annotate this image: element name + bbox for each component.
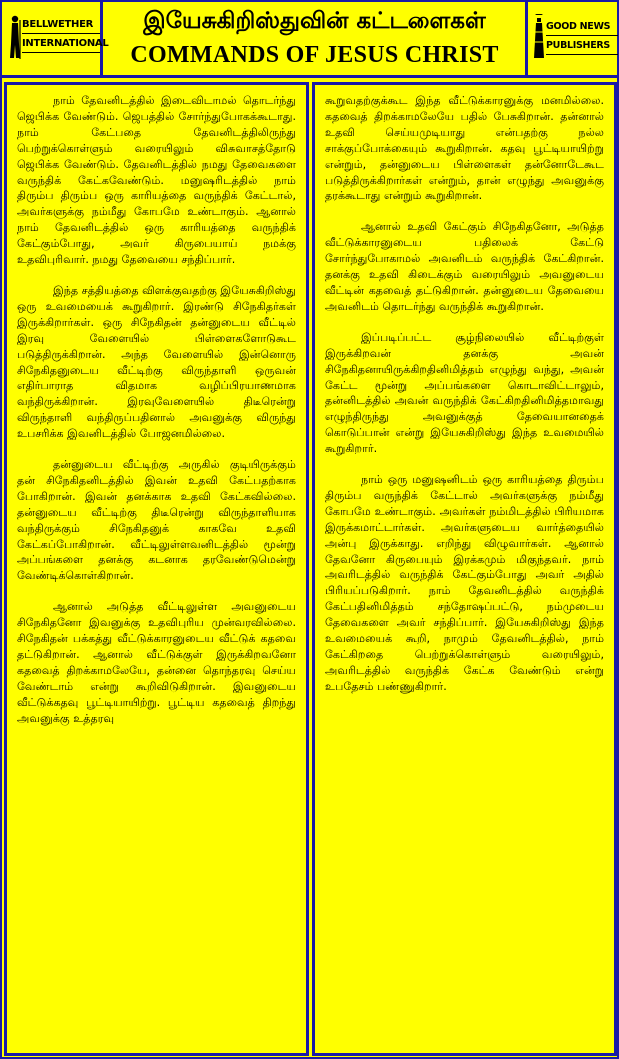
- page-title-english: COMMANDS OF JESUS CHRIST: [130, 42, 499, 68]
- right-text-column: [312, 82, 617, 1056]
- paragraph-left-4: ஆனால் அடுத்த வீட்டிலுள்ள அவனுடைய சிநேகிதனோ இவனுக்கு உதவிபுரிய முன்வரவில்லை. சிநேகிதன் பக்கத்து வீட்டுக்காரனுடைய வீட்டுக் கதவை தட்டுகிறான். ஆனால் வீட்டுக்குள் இருக்கிறவனோ கதவைத் திறக்காமலேயே, தன்னை தொந்தரவு செய்ய வேண்டாம் என்று கூறிவிடுகிறான். இவனுடைய வீட்டுக்கதவு பூட்டியாயிற்று. பூட்டிய கதவைத் திறந்து அவனுக்கு உத்தரவு: [17, 600, 296, 725]
- paragraph-left-2: இந்த சத்தியத்தை விளக்குவதற்கு இயேசுகிறிஸ்து ஒரு உவமையைக் கூறுகிறார். இரண்டு சிநேகிதர்கள் இருக்கிறார்கள். ஒரு சிநேகிதன் தன்னுடைய வீட்டில் இரவு வேளையில் பிள்ளைகளோடுகூட படுத்திருக்கிறான். அந்த வேளையில் இன்னொரு சிநேகிதனுடைய வீட்டிற்கு விருந்தாளி ஒருவன் எதிர்பாராத விதமாக வழிப்பிரயாணமாக வந்திருக்கிறான். இரவுவேளையில் திடீரென்று விருந்தாளி வந்திருப்பதினால் அவனுக்கு விருந்து உபசரிக்க இவனிடத்தில் போஜனமில்லை.: [17, 283, 296, 441]
- left-text-column: [4, 82, 309, 1056]
- paragraph-left-3: தன்னுடைய வீட்டிற்கு அருகில் குடியிருக்கும் தன் சிநேகிதனிடத்தில் இவன் உதவி கேட்பதற்காக போகிறான். இவன் தனக்காக உதவி கேட்கவில்லை. தன்னுடைய வீட்டிற்கு திடீரென்று விருந்தாளியாக வந்திருக்கும் சிநேகிதனுக் காகவே உதவி கேட்கப்போகிறான். வீட்டிலுள்ளவனிடத்தில் மூன்று அப்பங்களை தனக்கு கடனாக தரவேண்டுமென்று வேண்டிக்கொள்கிறான்.: [17, 458, 296, 583]
- title-box: [103, 2, 526, 75]
- paragraph-left-1: நாம் தேவனிடத்தில் இடைவிடாமல் தொடர்ந்து ஜெபிக்க வேண்டும். ஜெபத்தில் சோர்ந்துபோகக்கூடாது. நாம் கேட்பதை தேவனிடத்திலிருந்து பெற்றுக்கொள்ளும் வரையிலும் விசுவாசத்தோடு ஜெபிக்க வேண்டும். தேவனிடத்தில் நமது தேவைகளை வருந்திக் கேட்கவேண்டும். மனுஷரிடத்தில் நாம் திரும்ப திரும்ப ஒரு காரியத்தை வருந்திக் கேட்டால், அவர்களுக்கு நம்மீது கோபமே உண்டாகும். ஆனால் நாம் தேவனிடத்தில் ஒரு காரியத்தை வருந்திக் கேட்கும்போது, அவர் கிருபையாய் நமக்கு உதவிபுரிவார். நமது தேவையை சந்திப்பார்.: [17, 94, 296, 267]
- paragraph-right-2: ஆனால் உதவி கேட்கும் சிநேகிதனோ, அடுத்த வீட்டுக்காரனுடைய பதிலைக் கேட்டு சோர்ந்துபோகாமல் அவனிடம் வருந்திக் கேட்கிறான். தனக்கு உதவி கிடைக்கும் வரையிலும் அவனுடைய வீட்டின் கதவைத் தட்டுகிறான். தன்னுடைய தேவையை அவனிடம் தொடர்ந்து வருந்திக் கூறுகிறான்.: [325, 220, 604, 313]
- bellwether-logo-line-2: INTERNATIONAL: [22, 37, 100, 53]
- lighthouse-icon: [532, 14, 546, 60]
- paragraph-right-4: நாம் ஒரு மனுஷனிடம் ஒரு காரியத்தை திரும்ப திரும்ப வருந்திக் கேட்டால் அவர்களுக்கு நம்மீது கோபமே உண்டாகும். அவர்கள் நம்மிடத்தில் பிரியமாக இருக்கமாட்டார்கள். அவர்களுடைய வார்த்தையில் அன்பு இருக்காது. எறிந்து விழுவார்கள். ஆனால் தேவனோ கிருபையும் இரக்கமும் மிகுந்தவர். நாம் அவரிடத்தில் வருந்திக் கேட்கும்போது அவர் அதில் பிரியப்படுகிறார். நாம் தேவனிடத்தில் வருந்திக் கேட்பதினிமித்தம் சந்தோஷப்பட்டு, நம்முடைய தேவைகளை அவர் சந்திப்பார். இயேசுகிறிஸ்து இந்த உவமையைக் கூறி, நாமும் தேவனிடத்தில், நாம் கேட்கிறதை பெற்றுக்கொள்ளும் வரையிலும், அவரிடத்தில் வருந்திக் கேட்க வேண்டும் என்று உபதேசம் பண்ணுகிறார்.: [325, 473, 604, 693]
- paragraph-right-1: கூறுவதற்குக்கூட இந்த வீட்டுக்காரனுக்கு மனமில்லை. கதவைத் திறக்காமலேயே பதில் பேசுகிறான். தன்னால் உதவி செய்யமுடியாது என்பதற்கு நல்ல சாக்குப்போக்கையும் கூறுகிறான். கதவு பூட்டியாயிற்று என்றும், தன்னுடைய பிள்ளைகள் தன்னோடேகூட படுத்திருக்கிறார்கள் என்றும், தான் எழுந்து அவனுக்கு தரக்கூடாது என்றும் கூறுகிறான்.: [325, 94, 604, 203]
- bellwether-logo-line-1: BELLWETHER: [22, 18, 100, 34]
- shepherd-figure-icon: [8, 14, 22, 60]
- good-news-publishers-logo: [525, 2, 617, 75]
- good-news-logo-line-1: GOOD NEWS: [546, 20, 618, 36]
- good-news-logo-line-2: PUBLISHERS: [546, 39, 618, 55]
- paragraph-right-3: இப்படிப்பட்ட சூழ்நிலையில் வீட்டிற்குள் இருக்கிறவன் தனக்கு அவன் சிநேகிதனாயிருக்கிறதினிமித்தம் எழுந்து வந்து, அவன் கேட்ட மூன்று அப்பங்களை கொடாவிட்டாலும், தன்னிடத்தில் அவன் வருந்திக் கேட்கிறதினிமித்தமாவது எழுந்திருந்து அவனுக்குத் தேவையானதைக் கொடுப்பான் என்று இயேசுகிறிஸ்து இந்த உவமையில் கூறுகிறார்.: [325, 330, 604, 456]
- page-title-tamil: இயேசுகிறிஸ்துவின் கட்டளைகள்: [143, 8, 486, 34]
- bellwether-logo: [2, 2, 109, 75]
- header: [2, 2, 617, 78]
